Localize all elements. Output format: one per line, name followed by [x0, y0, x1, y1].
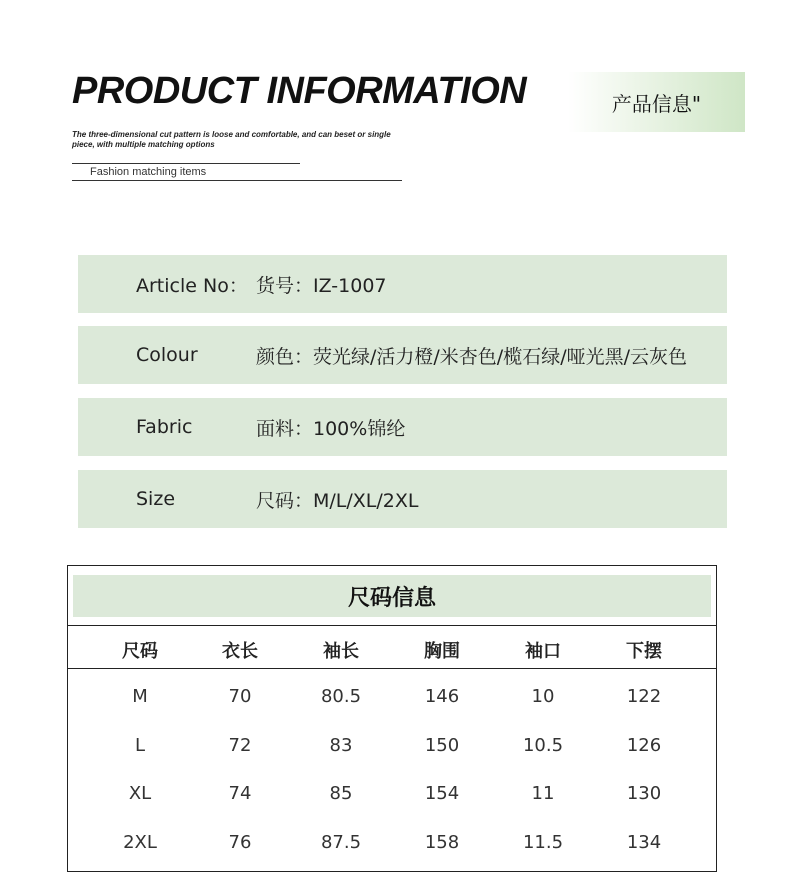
table-cell: L: [134, 735, 146, 756]
table-cell: 158: [424, 832, 460, 853]
table-cell: 10.5: [522, 735, 564, 756]
table-header-cell: 袖长: [323, 641, 359, 662]
table-cell: 83: [329, 735, 353, 756]
table-cell: 10: [531, 686, 555, 707]
table-header-cell: 衣长: [222, 641, 258, 662]
info-value: 颜色：荧光绿/活力橙/米杏色/榄石绿/哑光黑/云灰色: [256, 345, 688, 368]
table-cell: XL: [128, 783, 152, 804]
info-label: Article No：: [136, 274, 248, 297]
table-header-cell: 尺码: [122, 641, 158, 662]
info-label: Size: [136, 488, 176, 510]
table-header-cell: 下摆: [626, 641, 662, 662]
info-row-size: [78, 470, 727, 528]
table-cell: M: [132, 686, 148, 707]
info-row-colour: [78, 326, 727, 384]
table-header-cell: 胸围: [424, 641, 460, 662]
table-cell: 126: [626, 735, 662, 756]
table-cell: 122: [626, 686, 662, 707]
table-divider: [68, 625, 716, 626]
page-title: PRODUCT INFORMATION: [72, 70, 527, 112]
table-header-cell: 袖口: [525, 641, 561, 662]
table-cell: 130: [626, 783, 662, 804]
table-cell: 134: [626, 832, 662, 853]
table-cell: 150: [424, 735, 460, 756]
info-value: 面料：100%锦纶: [256, 417, 406, 440]
table-cell: 11.5: [522, 832, 564, 853]
info-row-article: [78, 255, 727, 313]
info-label: Fabric: [136, 416, 193, 438]
table-cell: 87.5: [320, 832, 362, 853]
divider-line: [72, 180, 402, 181]
table-cell: 70: [228, 686, 252, 707]
info-value: 货号：IZ-1007: [256, 274, 387, 297]
info-value: 尺码：M/L/XL/2XL: [256, 489, 419, 512]
table-cell: 74: [228, 783, 252, 804]
subtitle-text: The three-dimensional cut pattern is loose and comfortable, and can beset or single piece, with multiple matching options: [72, 130, 391, 149]
table-cell: 2XL: [123, 832, 157, 853]
table-cell: 154: [424, 783, 460, 804]
info-row-fabric: [78, 398, 727, 456]
table-cell: 85: [329, 783, 353, 804]
info-label: Colour: [136, 344, 198, 366]
cn-title-badge: 产品信息": [568, 72, 745, 132]
table-cell: 11: [531, 783, 555, 804]
table-cell: 146: [424, 686, 460, 707]
table-divider: [68, 668, 716, 669]
table-cell: 72: [228, 735, 252, 756]
size-table: [67, 565, 717, 872]
fashion-matching-label: Fashion matching items: [90, 166, 207, 178]
divider-line: [72, 163, 300, 164]
size-table-title: 尺码信息: [73, 575, 711, 617]
table-cell: 80.5: [320, 686, 362, 707]
table-cell: 76: [228, 832, 252, 853]
